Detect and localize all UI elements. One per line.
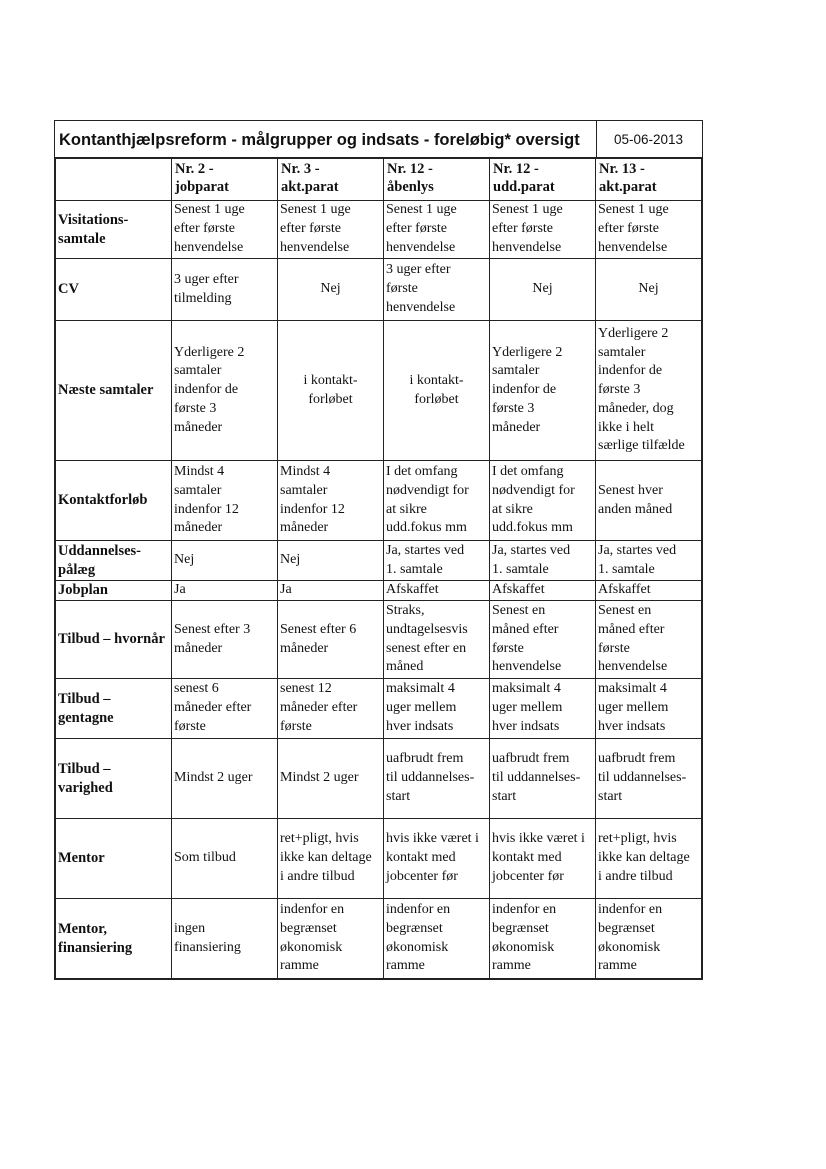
table-cell: Afskaffet xyxy=(384,581,490,601)
table-cell: Nej xyxy=(278,541,384,581)
table-cell: i kontakt- forløbet xyxy=(384,321,490,461)
table-cell: 3 uger efter første henvendelse xyxy=(384,259,490,321)
table-cell: Senest 1 uge efter første henvendelse xyxy=(596,201,702,259)
row-label: CV xyxy=(56,259,172,321)
table-cell: uafbrudt frem til uddannelses- start xyxy=(596,739,702,819)
table-cell: Nej xyxy=(596,259,702,321)
table-row xyxy=(56,259,702,321)
table-cell: Senest en måned efter første henvendelse xyxy=(596,601,702,679)
table-cell: 3 uger efter tilmelding xyxy=(172,259,278,321)
table-row xyxy=(56,899,702,979)
table-row xyxy=(56,461,702,541)
table-cell: maksimalt 4 uger mellem hver indsats xyxy=(490,679,596,739)
table-cell: Yderligere 2 samtaler indenfor de første 3 måneder, dog ikke i helt særlige tilfælde xyxy=(596,321,702,461)
table-row xyxy=(56,201,702,259)
table-cell: Senest 1 uge efter første henvendelse xyxy=(278,201,384,259)
table-row xyxy=(56,601,702,679)
table-row xyxy=(56,679,702,739)
title-bar xyxy=(55,121,702,158)
row-label: Jobplan xyxy=(56,581,172,601)
header-row xyxy=(56,159,702,201)
table-cell: uafbrudt frem til uddannelses- start xyxy=(384,739,490,819)
table-cell: ingen finansiering xyxy=(172,899,278,979)
row-label: Tilbud – hvornår xyxy=(56,601,172,679)
row-label: Næste samtaler xyxy=(56,321,172,461)
table-cell: Ja, startes ved 1. samtale xyxy=(384,541,490,581)
overview-sheet xyxy=(54,120,703,980)
table-cell: Straks, undtagelsesvis senest efter en måned xyxy=(384,601,490,679)
table-cell: I det omfang nødvendigt for at sikre udd.fokus mm xyxy=(490,461,596,541)
table-cell: Nej xyxy=(278,259,384,321)
table-row xyxy=(56,321,702,461)
table-cell: Mindst 4 samtaler indenfor 12 måneder xyxy=(172,461,278,541)
table-cell: senest 6 måneder efter første xyxy=(172,679,278,739)
table-cell: maksimalt 4 uger mellem hver indsats xyxy=(596,679,702,739)
table-cell: Ja xyxy=(172,581,278,601)
table-row xyxy=(56,541,702,581)
column-header: Nr. 3 - akt.parat xyxy=(278,159,384,201)
document-date: 05-06-2013 xyxy=(614,132,684,147)
table-cell: Senest efter 3 måneder xyxy=(172,601,278,679)
table-cell: Senest 1 uge efter første henvendelse xyxy=(172,201,278,259)
table-cell: Senest en måned efter første henvendelse xyxy=(490,601,596,679)
table-cell: Ja, startes ved 1. samtale xyxy=(490,541,596,581)
table-cell: Afskaffet xyxy=(596,581,702,601)
row-label: Kontaktforløb xyxy=(56,461,172,541)
column-header: Nr. 12 - åbenlys xyxy=(384,159,490,201)
table-cell: indenfor en begrænset økonomisk ramme xyxy=(490,899,596,979)
table-cell: indenfor en begrænset økonomisk ramme xyxy=(278,899,384,979)
table-cell: indenfor en begrænset økonomisk ramme xyxy=(596,899,702,979)
table-cell: senest 12 måneder efter første xyxy=(278,679,384,739)
table-cell: i kontakt- forløbet xyxy=(278,321,384,461)
table-cell: ret+pligt, hvis ikke kan deltage i andre tilbud xyxy=(278,819,384,899)
document-title: Kontanthjælpsreform - målgrupper og indsats - foreløbig* oversigt xyxy=(55,121,597,157)
table-cell: Ja xyxy=(278,581,384,601)
column-header: Nr. 2 - jobparat xyxy=(172,159,278,201)
table-cell: hvis ikke været i kontakt med jobcenter før xyxy=(384,819,490,899)
table-cell: ret+pligt, hvis ikke kan deltage i andre tilbud xyxy=(596,819,702,899)
table-row xyxy=(56,581,702,601)
table-cell: Ja, startes ved 1. samtale xyxy=(596,541,702,581)
column-header: Nr. 12 - udd.parat xyxy=(490,159,596,201)
table-row xyxy=(56,819,702,899)
table-cell: Mindst 2 uger xyxy=(278,739,384,819)
table-cell: hvis ikke været i kontakt med jobcenter før xyxy=(490,819,596,899)
table-cell: Senest 1 uge efter første henvendelse xyxy=(384,201,490,259)
row-label: Uddannelses- pålæg xyxy=(56,541,172,581)
row-label: Mentor, finansiering xyxy=(56,899,172,979)
table-cell: Nej xyxy=(172,541,278,581)
table-cell: Mindst 4 samtaler indenfor 12 måneder xyxy=(278,461,384,541)
table-cell: Nej xyxy=(490,259,596,321)
table-cell: uafbrudt frem til uddannelses- start xyxy=(490,739,596,819)
row-label: Tilbud – gentagne xyxy=(56,679,172,739)
row-label: Mentor xyxy=(56,819,172,899)
column-header: Nr. 13 - akt.parat xyxy=(596,159,702,201)
table-cell: Yderligere 2 samtaler indenfor de første 3 måneder xyxy=(490,321,596,461)
row-label: Visitations- samtale xyxy=(56,201,172,259)
table-cell: Som tilbud xyxy=(172,819,278,899)
row-label: Tilbud – varighed xyxy=(56,739,172,819)
table-cell: indenfor en begrænset økonomisk ramme xyxy=(384,899,490,979)
table-row xyxy=(56,739,702,819)
table-cell: I det omfang nødvendigt for at sikre udd.fokus mm xyxy=(384,461,490,541)
overview-table xyxy=(55,158,702,979)
table-cell: Senest 1 uge efter første henvendelse xyxy=(490,201,596,259)
table-cell: Mindst 2 uger xyxy=(172,739,278,819)
header-corner-cell xyxy=(56,159,172,201)
table-cell: Senest efter 6 måneder xyxy=(278,601,384,679)
table-cell: Yderligere 2 samtaler indenfor de første 3 måneder xyxy=(172,321,278,461)
table-cell: Afskaffet xyxy=(490,581,596,601)
table-cell: maksimalt 4 uger mellem hver indsats xyxy=(384,679,490,739)
table-cell: Senest hver anden måned xyxy=(596,461,702,541)
